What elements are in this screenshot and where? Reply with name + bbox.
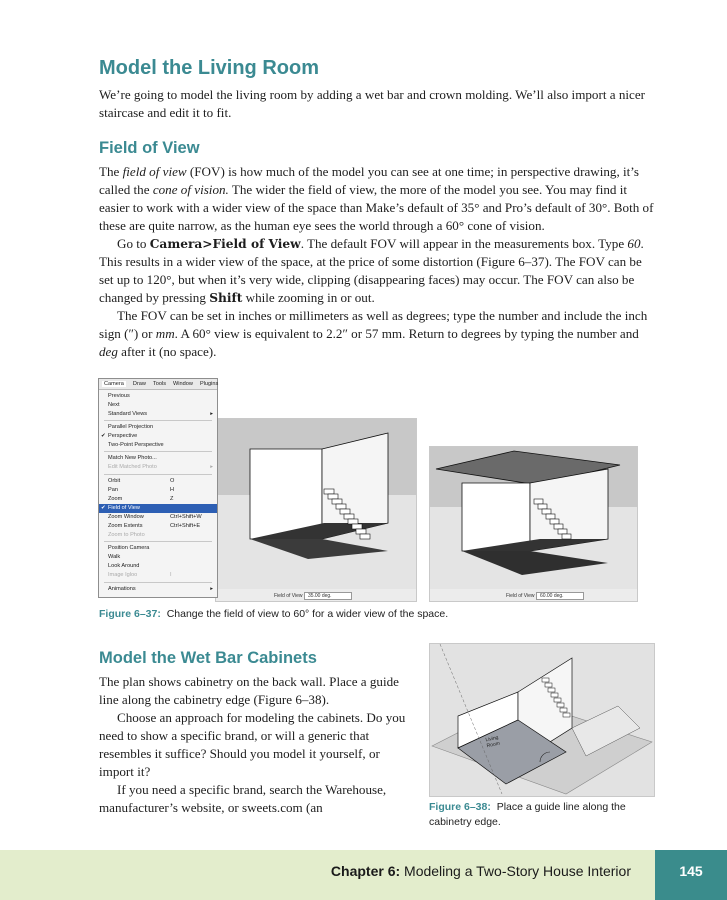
- menu-item-label: Field of View: [108, 505, 140, 511]
- menu-item-label: Look Around: [108, 563, 140, 569]
- menu-item-look-around[interactable]: [99, 562, 217, 571]
- menu-item-label: Parallel Projection: [108, 424, 154, 430]
- menu-item-next[interactable]: [99, 401, 217, 410]
- menu-separator: [104, 420, 212, 421]
- menu-item-zoom-to-photo[interactable]: [99, 531, 217, 540]
- menu-item-shortcut: Z: [170, 496, 174, 502]
- menu-item-label: Zoom: [108, 496, 123, 502]
- measurements-box-left: Field of View 35.00 deg.: [274, 592, 352, 600]
- menu-item-animations[interactable]: [99, 585, 217, 594]
- menu-separator: [104, 474, 212, 475]
- menu-plugins[interactable]: Plugins: [199, 381, 219, 387]
- menu-item-label: Zoom Window: [108, 514, 144, 520]
- fov-paragraph-3: The FOV can be set in inches or millimeters as well as degrees; type the number and include the inch sign (″) or mm. A 60° view is equivalent to 2.2″ or 57 mm. Return to degrees by typing the number and deg after it (no space).: [99, 308, 648, 359]
- menu-item-label: Pan: [108, 487, 118, 493]
- menu-item-shortcut: H: [170, 487, 175, 493]
- fov-paragraph-2: Go to Camera>Field of View. The default FOV will appear in the measurements box. Type 60. This results in a wider view of the space, at the price of some distortion (Figure 6–37). The FOV can be set up to 120°, but when it’s very wide, clipping (disappearing faces) may occur. The FOV can also be changed by pressing Shift while zooming in or out.: [99, 236, 644, 305]
- menu-separator: [104, 582, 212, 583]
- checkmark-icon: ✔: [101, 505, 106, 511]
- menu-item-perspective[interactable]: [99, 432, 217, 441]
- wetbar-heading: Model the Wet Bar Cabinets: [99, 649, 317, 667]
- menu-item-shortcut: Ctrl+Shift+E: [170, 523, 201, 529]
- menu-item-zoom[interactable]: [99, 495, 217, 504]
- menu-item-shortcut: I: [170, 572, 172, 578]
- menu-item-shortcut: O: [170, 478, 175, 484]
- menu-separator: [104, 451, 212, 452]
- menu-item-zoom-extents[interactable]: [99, 522, 217, 531]
- menu-item-label: Two-Point Perspective: [108, 442, 164, 448]
- menu-item-previous[interactable]: [99, 392, 217, 401]
- page-number: 145: [679, 863, 703, 879]
- living-room-label: Living Room: [485, 734, 501, 750]
- menu-item-orbit[interactable]: [99, 477, 217, 486]
- menu-item-shortcut: Ctrl+Shift+W: [170, 514, 202, 520]
- menu-item-label: Image Igloo: [108, 572, 138, 578]
- menu-item-pan[interactable]: [99, 486, 217, 495]
- figure-37-right-viewport: [429, 446, 638, 602]
- menu-item-position-camera[interactable]: [99, 544, 217, 553]
- intro-paragraph: We’re going to model the living room by adding a wet bar and crown molding. We’ll also import a nicer staircase and edit it to fit.: [99, 87, 645, 120]
- menu-item-label: Orbit: [108, 478, 121, 484]
- menu-item-label: Zoom Extents: [108, 523, 143, 529]
- menu-item-label: Standard Views: [108, 411, 148, 417]
- menu-window[interactable]: Window: [173, 381, 193, 387]
- wetbar-paragraph-3: If you need a specific brand, search the Warehouse, manufacturer’s website, or sweets.com (an: [99, 782, 387, 815]
- menu-draw[interactable]: Draw: [132, 381, 146, 387]
- wetbar-paragraph-2: Choose an approach for modeling the cabinets. Do you need to show a specific brand, or will a generic that resembles it suffice? Should you model it yourself, or import it?: [99, 710, 406, 779]
- room-60deg-illustration: [430, 447, 637, 601]
- checkmark-icon: ✔: [101, 433, 106, 439]
- fov-heading: Field of View: [99, 139, 200, 157]
- submenu-arrow-icon: ▸: [210, 464, 213, 470]
- submenu-arrow-icon: ▸: [210, 586, 213, 592]
- fov-value-field-right[interactable]: 60.00 deg.: [536, 592, 584, 600]
- fov-value-field-left[interactable]: 35.00 deg.: [304, 592, 352, 600]
- fov-paragraph-1: The field of view (FOV) is how much of the model you can see at one time; in perspective drawing, it’s called the cone of vision. The wider the field of view, the more of the model you see. You may find it easier to work with a wider view of the space than Make’s default of 35° and Pro’s default of 30°. Both of these are quite narrow, as the human eye sees the world through a 60° cone of vision.: [99, 164, 654, 233]
- menu-item-match-new-photo[interactable]: [99, 454, 217, 463]
- menu-item-walk[interactable]: [99, 553, 217, 562]
- menu-item-label: Walk: [108, 554, 121, 560]
- measurements-box-right: Field of View 60.00 deg.: [506, 592, 584, 600]
- menu-tools[interactable]: Tools: [152, 381, 167, 387]
- wetbar-paragraph-1: The plan shows cabinetry on the back wall. Place a guide line along the cabinetry edge (Figure 6–38).: [99, 674, 399, 707]
- menu-item-standard-views[interactable]: [99, 410, 217, 419]
- menu-item-image-igloo[interactable]: [99, 571, 217, 580]
- plan-guide-line-illustration: [430, 644, 654, 796]
- menu-item-label: Match New Photo...: [108, 455, 157, 461]
- menu-separator: [104, 541, 212, 542]
- room-35deg-illustration: [216, 419, 416, 601]
- menu-camera[interactable]: Camera: [104, 381, 124, 387]
- figure-37-caption: Figure 6–37: Change the field of view to 60° for a wider view of the space.: [99, 608, 449, 620]
- menu-item-zoom-window[interactable]: [99, 513, 217, 522]
- page-title: Model the Living Room: [99, 57, 319, 79]
- menu-item-parallel-projection[interactable]: [99, 423, 217, 432]
- menu-item-label: Edit Matched Photo: [108, 464, 157, 470]
- menubar: [99, 379, 217, 390]
- chapter-title: Chapter 6: Modeling a Two-Story House Interior: [330, 863, 631, 879]
- menu-item-edit-matched-photo[interactable]: [99, 463, 217, 472]
- submenu-arrow-icon: ▸: [210, 411, 213, 417]
- figure-38-viewport: [429, 643, 655, 797]
- menu-item-label: Perspective: [108, 433, 138, 439]
- figure-37-left-viewport: [215, 418, 417, 602]
- menu-item-label: Zoom to Photo: [108, 532, 145, 538]
- figure-38-caption: Figure 6–38: Place a guide line along the cabinetry edge.: [429, 801, 626, 828]
- menu-item-label: Next: [108, 402, 120, 408]
- menu-item-label: Animations: [108, 586, 136, 592]
- camera-menu[interactable]: [98, 378, 218, 598]
- menu-item-label: Position Camera: [108, 545, 150, 551]
- menu-item-label: Previous: [108, 393, 130, 399]
- menu-item-field-of-view[interactable]: [99, 504, 217, 513]
- menu-item-two-point-perspective[interactable]: [99, 441, 217, 450]
